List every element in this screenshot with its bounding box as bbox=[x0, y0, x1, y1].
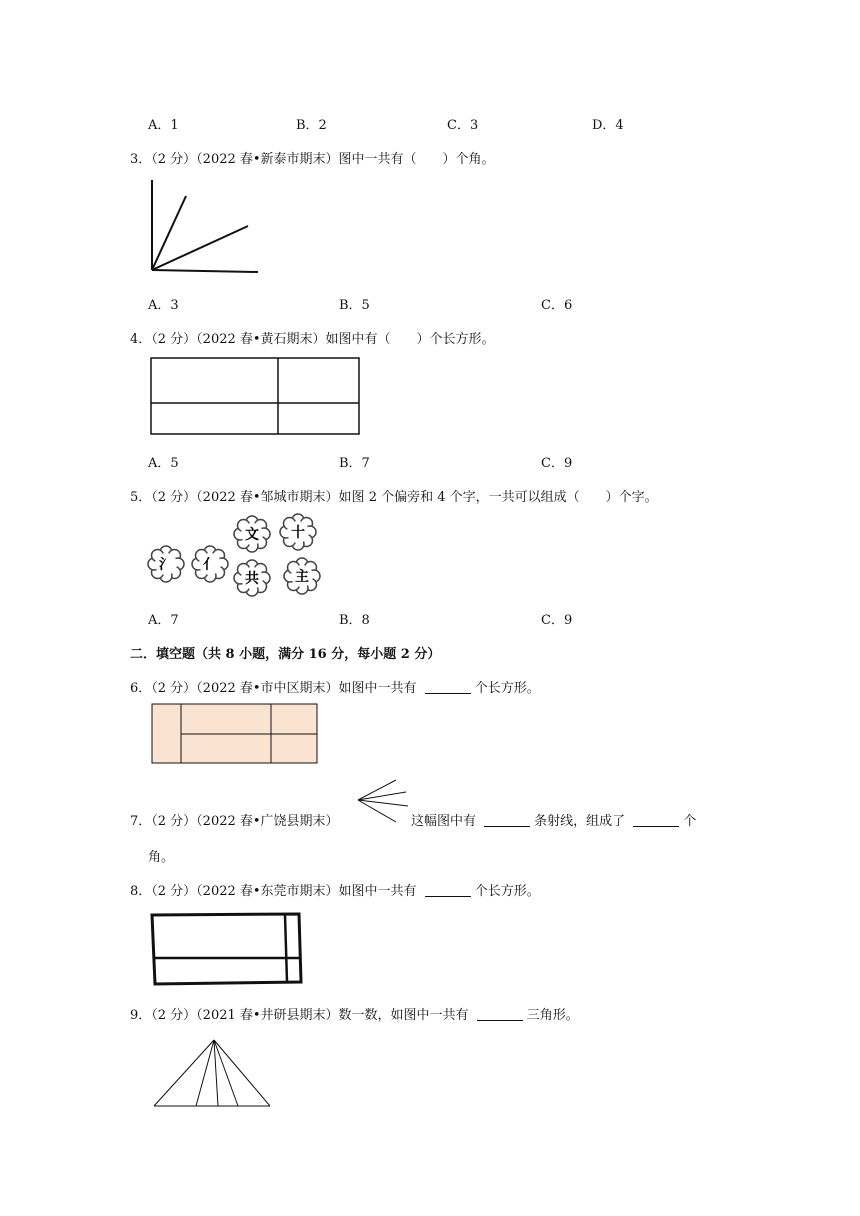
q4-option-c: C．9 bbox=[541, 456, 573, 471]
q4-rectangle-figure bbox=[150, 357, 362, 437]
q4-option-b: B．7 bbox=[339, 456, 370, 471]
q5-option-c: C．9 bbox=[541, 613, 573, 628]
q7-wrap: 角。 bbox=[148, 850, 175, 865]
q3-option-a: A．3 bbox=[148, 298, 179, 313]
radical-flower-1 bbox=[148, 546, 184, 582]
q2-option-d: D．4 bbox=[592, 118, 624, 133]
q5-character-flowers bbox=[148, 512, 338, 600]
svg-text:主: 主 bbox=[295, 569, 309, 585]
q3-option-c: C．6 bbox=[541, 298, 573, 313]
q5-text: 5．（2 分）（2022 春•邹城市期末）如图 2 个偏旁和 4 个字，一共可以组成（ ）个字。 bbox=[130, 490, 658, 505]
q3-text: 3．（2 分）（2022 春•新泰市期末）图中一共有（ ）个角。 bbox=[130, 152, 495, 167]
svg-text:亻: 亻 bbox=[203, 557, 217, 573]
q6-answer-blank[interactable] bbox=[425, 681, 471, 694]
q9-triangle-figure bbox=[152, 1038, 274, 1110]
q6-rectangle-figure bbox=[151, 703, 319, 765]
q9-answer-blank[interactable] bbox=[477, 1008, 523, 1021]
q5-option-a: A．7 bbox=[148, 613, 179, 628]
q7-rays-figure bbox=[356, 778, 412, 826]
q6-text: 6．（2 分）（2022 春•市中区期末）如图中一共有 个长方形。 bbox=[130, 681, 540, 696]
q8-rectangle-figure bbox=[149, 912, 305, 986]
char-flower-shi bbox=[280, 514, 316, 550]
q3-option-b: B．5 bbox=[339, 298, 370, 313]
q2-option-b: B．2 bbox=[296, 118, 327, 133]
q3-angle-figure bbox=[148, 178, 263, 276]
q7-angles-blank[interactable] bbox=[633, 814, 679, 827]
svg-text:十: 十 bbox=[291, 525, 305, 541]
q5-option-b: B．8 bbox=[339, 613, 370, 628]
svg-text:文: 文 bbox=[245, 527, 259, 543]
section-heading: 二．填空题（共 8 小题，满分 16 分，每小题 2 分） bbox=[130, 647, 441, 662]
q7-prefix: 7．（2 分）（2022 春•广饶县期末） bbox=[130, 814, 339, 829]
char-flower-zhu bbox=[284, 558, 320, 594]
q7-text: 这幅图中有 条射线，组成了 个 bbox=[411, 814, 697, 829]
radical-flower-2 bbox=[192, 546, 228, 582]
svg-text:氵: 氵 bbox=[159, 557, 173, 573]
q4-option-a: A．5 bbox=[148, 456, 179, 471]
q2-option-c: C．3 bbox=[447, 118, 479, 133]
char-flower-gong bbox=[234, 560, 270, 596]
q8-answer-blank[interactable] bbox=[425, 884, 471, 897]
q4-text: 4．（2 分）（2022 春•黄石期末）如图中有（ ）个长方形。 bbox=[130, 332, 495, 347]
q7-rays-blank[interactable] bbox=[484, 814, 530, 827]
char-flower-wen bbox=[234, 516, 270, 552]
q9-text: 9．（2 分）（2021 春•井研县期末）数一数，如图中一共有 三角形。 bbox=[130, 1008, 579, 1023]
q2-option-a: A．1 bbox=[148, 118, 179, 133]
svg-text:共: 共 bbox=[245, 571, 259, 587]
q8-text: 8．（2 分）（2022 春•东莞市期末）如图中一共有 个长方形。 bbox=[130, 884, 540, 899]
